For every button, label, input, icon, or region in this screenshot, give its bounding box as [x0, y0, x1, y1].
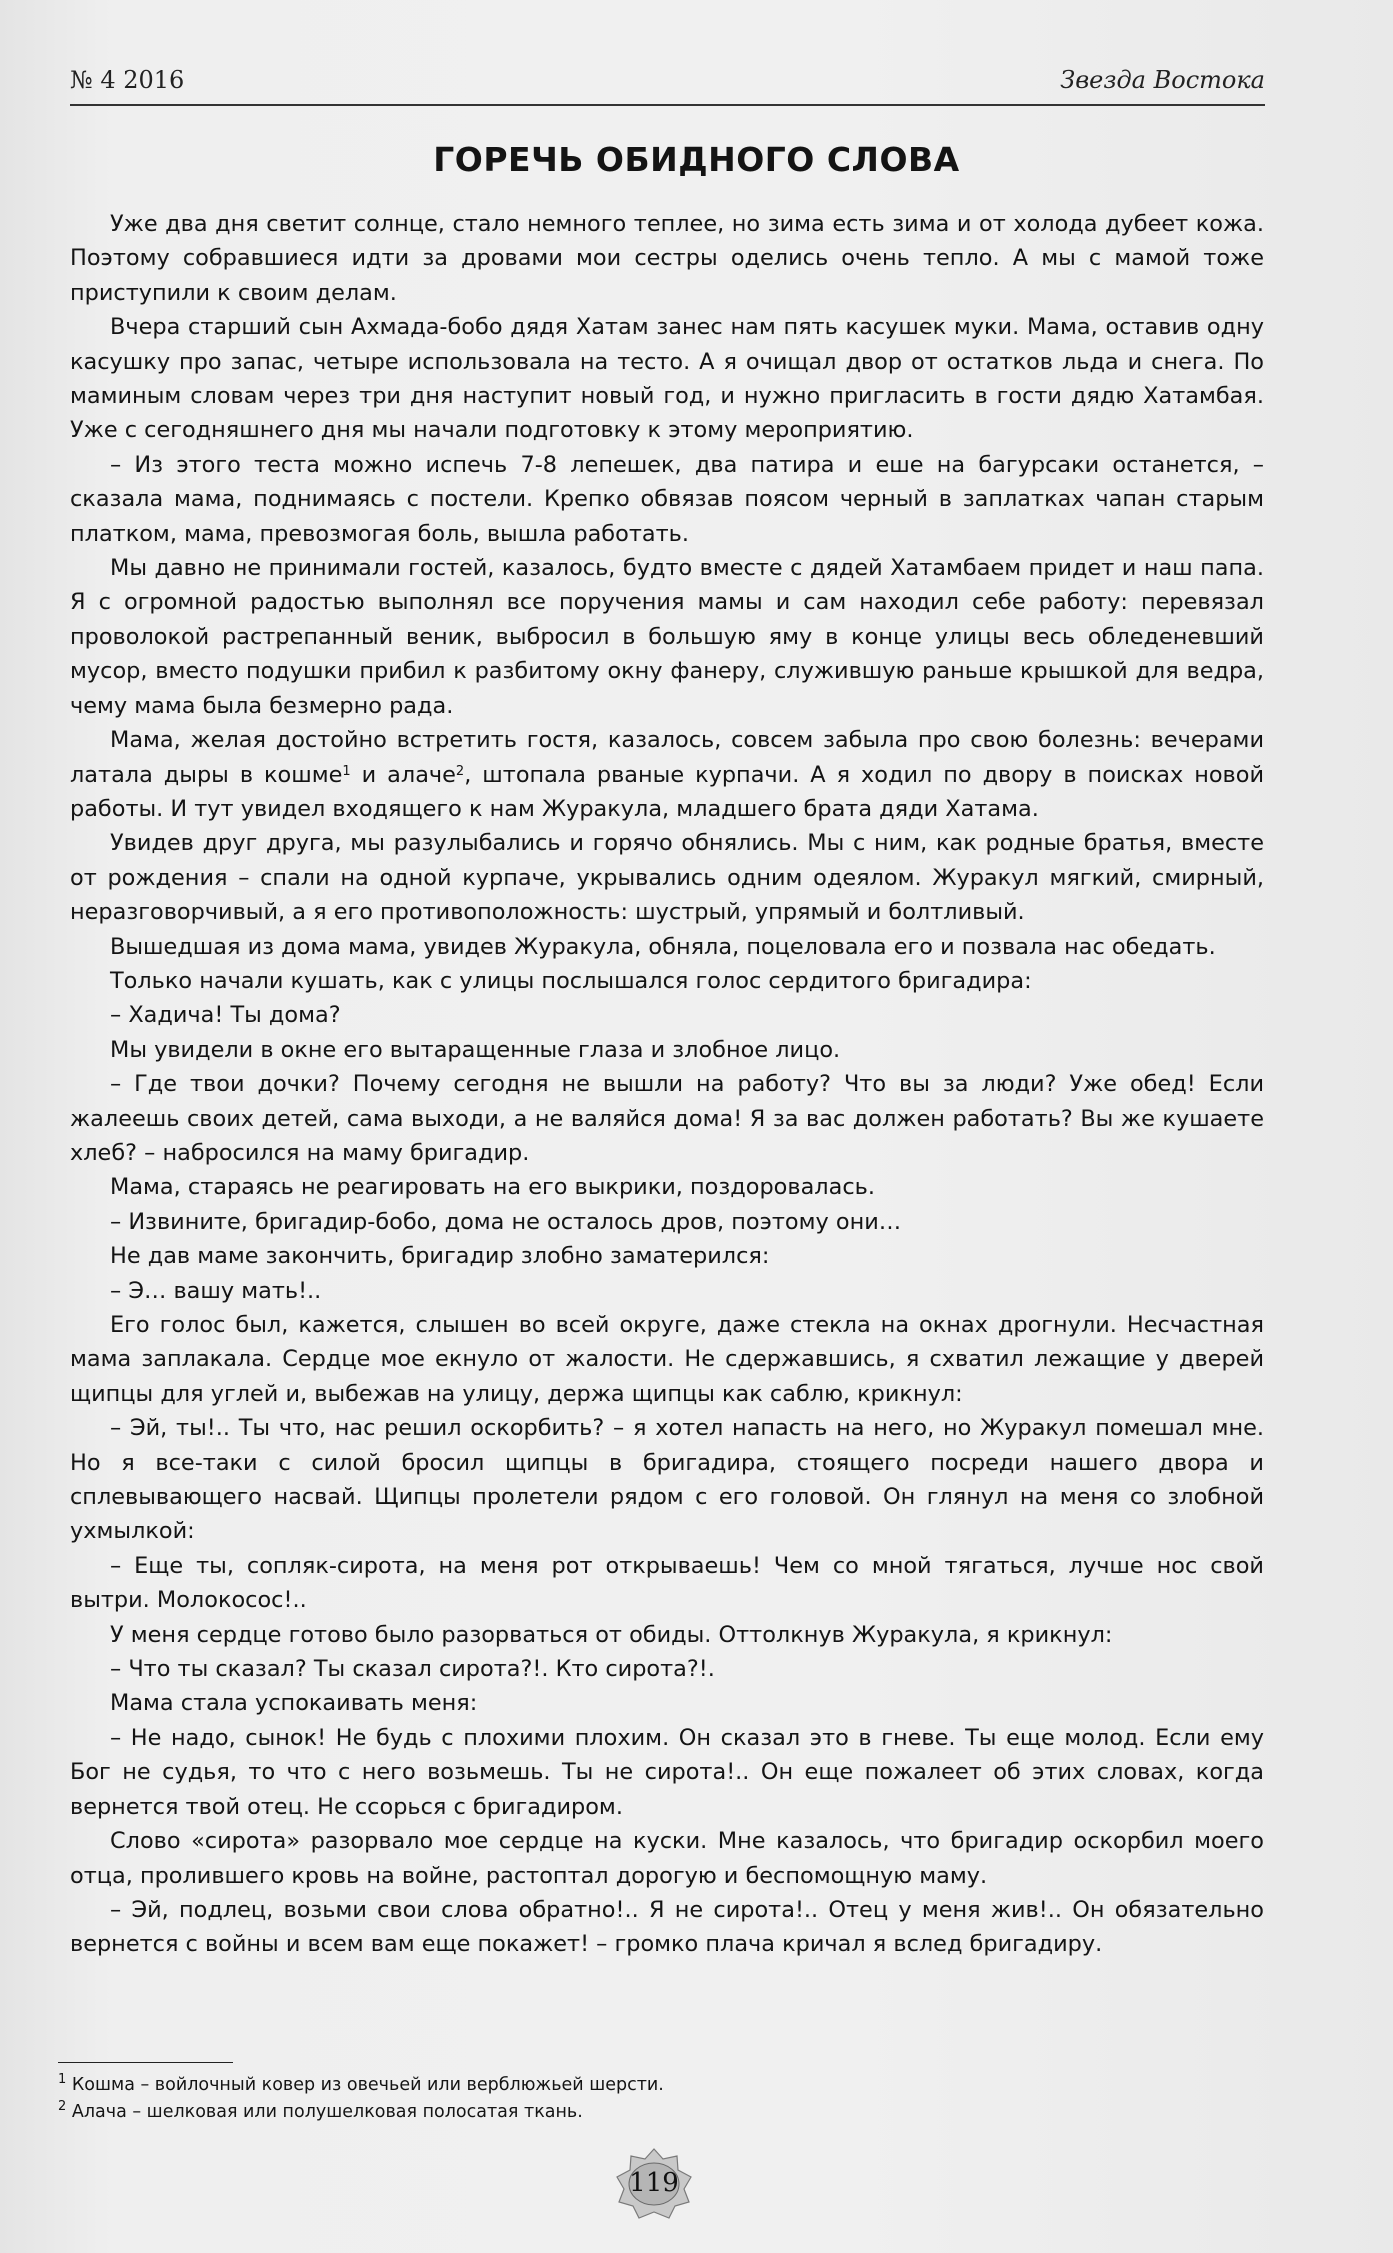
footnote-text: Кошма – войлочный ковер из овечьей или верблюжьей шерсти. [71, 2075, 664, 2095]
footnote-divider [58, 2062, 233, 2063]
paragraph: Мы увидели в окне его вытаращенные глаза и злобное лицо. [110, 1036, 841, 1063]
footnote-mark: 1 [58, 2072, 67, 2087]
footnote-ref: 1 [342, 763, 351, 779]
paragraph: Вчера старший сын Ахмада-бобо дядя Хатам занес нам пять касушек муки. Мама, оставив одну касушку про запас, четыре использовала на тесто. А я очищал двор от остатков льда и снега. По маминым словам через три дня наступит новый год, и нужно пригласить в гости дядю Хатамбая. Уже с сегодняшнего дня мы начали подготовку к этому мероприятию. [70, 314, 1264, 444]
paragraph: Мама, стараясь не реагировать на его выкрики, поздоровалась. [110, 1174, 875, 1201]
paragraph-text: и алаче [361, 761, 456, 788]
paragraph: Мы давно не принимали гостей, казалось, будто вместе с дядей Хатамбаем придет и наш папа. Я с огромной радостью выполнял все поручения мамы и сам находил себе работу: перевязал проволокой растрепанный веник, выбросил в большую яму в конце улицы весь обледеневший мусор, вместо подушки прибил к разбитому окну фанеру, служившую раньше крышкой для ведра, чему мама была безмерно рада. [70, 555, 1264, 719]
paragraph: Уже два дня светит солнце, стало немного теплее, но зима есть зима и от холода дубеет кожа. Поэтому собравшиеся идти за дровами мои сестры оделись очень тепло. А мы с мамой тоже приступили к своим делам. [70, 211, 1264, 306]
paragraph-text: , штопала рваные курпачи. А я ходил по двору в поисках новой работы. И тут увидел входящего к нам Журакула, младшего брата дяди Хатама. [70, 761, 1265, 822]
paragraph-text: Мама, желая достойно встретить гостя, казалось, совсем забыла про свою болезнь: вечерами латала дыры в кошме [70, 727, 1264, 788]
footnote [58, 2099, 1264, 2126]
issue-number: № 4 2016 [70, 66, 185, 94]
paragraph: – Что ты сказал? Ты сказал сирота?!. Кто сирота?!. [110, 1656, 715, 1683]
paragraph: – Э… вашу мать!.. [110, 1277, 322, 1304]
paragraph: – Эй, подлец, возьми свои слова обратно!.. Я не сирота!.. Отец у меня жив!.. Он обязательно вернется с войны и всем вам еще покажет! – громко плача кричал я вслед бригадиру. [70, 1896, 1264, 1958]
paragraph: Мама стала успокаивать меня: [110, 1690, 478, 1717]
paragraph: Его голос был, кажется, слышен во всей округе, даже стекла на окнах дрогнули. Несчастная мама заплакала. Сердце мое екнуло от жалости. Не сдержавшись, я схватил лежащие у дверей щипцы для углей и, выбежав на улицу, держа щипцы как саблю, крикнул: [70, 1312, 1264, 1407]
paragraph [70, 723, 1264, 826]
paragraph: Вышедшая из дома мама, увидев Журакула, обняла, поцеловала его и позвала нас обедать. [110, 933, 1216, 960]
paragraph: – Хадича! Ты дома? [110, 1002, 341, 1029]
paragraph: – Где твои дочки? Почему сегодня не вышли на работу? Что вы за люди? Уже обед! Если жалеешь своих детей, сама выходи, а не валяйся дома! Я за вас должен работать? Вы же кушаете хлеб? – набросился на маму бригадир. [70, 1071, 1264, 1166]
paragraph: Слово «сирота» разорвало мое сердце на куски. Мне казалось, что бригадир оскорбил моего отца, пролившего кровь на войне, растоптал дорогую и беспомощную маму. [70, 1828, 1264, 1889]
paragraph: – Не надо, сынок! Не будь с плохими плохим. Он сказал это в гневе. Ты еще молод. Если ему Бог не судья, то что с него возьмешь. Ты не сирота!.. Он еще пожалеет об этих словах, когда вернется твой отец. Не ссорься с бригадиром. [70, 1724, 1264, 1820]
footnote-ref: 2 [455, 763, 465, 779]
paragraph: Не дав маме закончить, бригадир злобно заматерился: [110, 1243, 770, 1270]
footnote-mark: 2 [58, 2099, 67, 2114]
paragraph: – Извините, бригадир-бобо, дома не осталось дров, поэтому они… [110, 1208, 902, 1235]
article-title: ГОРЕЧЬ ОБИДНОГО СЛОВА [433, 140, 960, 179]
journal-name: Звезда Востока [1060, 66, 1265, 94]
page-number-badge [614, 2147, 694, 2219]
footnote [58, 2072, 1264, 2099]
running-header [70, 62, 1265, 106]
paragraph: У меня сердце готово было разорваться от обиды. Оттолкнув Журакула, я крикнул: [110, 1621, 1113, 1648]
paragraph: – Эй, ты!.. Ты что, нас решил оскорбить? – я хотел напасть на него, но Журакул помешал мне. Но я все-таки с силой бросил щипцы в бригадира, стоящего посреди нашего двора и сплевывающего насвай. Щипцы пролетели рядом с его головой. Он глянул на меня со злобной ухмылкой: [70, 1415, 1264, 1545]
page-number: 119 [629, 2168, 679, 2198]
paragraph: – Еще ты, сопляк-сирота, на меня рот открываешь! Чем со мной тягаться, лучше нос свой вытри. Молокосос!.. [70, 1552, 1264, 1614]
article-body [70, 207, 1264, 1962]
paragraph: Увидев друг друга, мы разулыбались и горячо обнялись. Мы с ним, как родные братья, вместе от рождения – спали на одной курпаче, укрывались одним одеялом. Журакул мягкий, смирный, неразговорчивый, а я его противоположность: шустрый, упрямый и болтливый. [70, 830, 1264, 926]
footnote-text: Алача – шелковая или полушелковая полосатая ткань. [71, 2102, 583, 2122]
paragraph: Только начали кушать, как с улицы послышался голос сердитого бригадира: [110, 967, 1032, 994]
paragraph: – Из этого теста можно испечь 7-8 лепешек, два патира и еше на багурсаки останется, – сказала мама, поднимаясь с постели. Крепко обвязав поясом черный в заплатках чапан старым платком, мама, превозмогая боль, вышла работать. [70, 451, 1264, 547]
footnotes [58, 2072, 1264, 2126]
